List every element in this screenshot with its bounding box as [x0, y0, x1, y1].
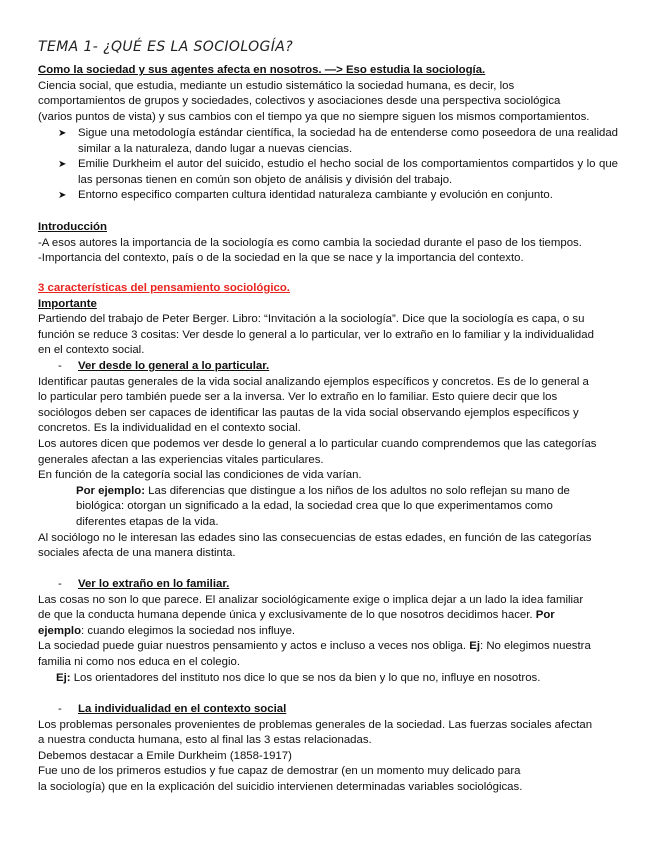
general-example-line: Por ejemplo: Las diferencias que distingue a los niños de los adultos no solo reflejan su mano de: [76, 484, 570, 497]
introduccion-heading: Introducción: [38, 221, 107, 233]
extrano-line: Las cosas no son lo que parece. El analizar sociológicamente exige o implica dejar a un lado la idea familiar: [38, 593, 584, 606]
caracteristicas-line: función se reduce 3 cositas: Ver desde lo general a lo particular, ver lo extraño en lo familiar y la individualidad: [38, 328, 594, 341]
individualidad-section: [38, 702, 618, 796]
intro-section: [38, 63, 618, 125]
introduccion-line: -A esos autores la importancia de la sociología es como cambia la sociedad durante el paso de los tiempos.: [38, 236, 582, 249]
caracteristicas-line: Partiendo del trabajo de Peter Berger. Libro: “Invitación a la sociología”. Dice que la sociología es capa, o su: [38, 313, 585, 326]
general-line: lo particular pero también puede ser a la inversa. Ver lo extraño en lo familiar. Esto quiere decir que los: [38, 391, 558, 404]
importante-label: Importante: [38, 297, 97, 310]
general-line: sociólogos deben ser capaces de identificar las pautas de la vida social observando ejemplos específicos y: [38, 406, 579, 419]
caracteristicas-section: [38, 281, 618, 359]
individualidad-line: a nuestra conducta humana, esto al final las 3 estas relacionadas.: [38, 734, 372, 747]
extrano-line: familia ni como nos educa en el colegio.: [38, 655, 240, 668]
dash-bullet: -: [58, 360, 62, 372]
individualidad-line: la sociología) que en la explicación del suicidio intervienen determinadas variables sociológicas.: [38, 780, 523, 793]
individualidad-line: Los problemas personales provenientes de problemas generales de la sociedad. Las fuerzas sociales afectan: [38, 718, 593, 731]
individualidad-line: Fue uno de los primeros estudios y fue capaz de demostrar (en un momento muy delicado para: [38, 765, 521, 778]
page-title: TEMA 1- ¿QUÉ ES LA SOCIOLOGÍA?: [38, 39, 294, 55]
bullet-item: ➤ Emilie Durkheim el autor del suicido, estudio el hecho social de los comportamientos compartidos y lo que las personas tienen en común son objeto de análisis y división del trabajo.: [58, 158, 618, 186]
general-line: Identificar pautas generales de la vida social analizando ejemplos específicos y concretos. Es de lo general a: [38, 375, 589, 388]
extrano-line: ejemplo: cuando elegimos la sociedad nos influye.: [38, 624, 296, 637]
example-label: Por ejemplo:: [76, 484, 145, 497]
introduccion-line: -Importancia del contexto, país o de la sociedad en la que se nace y la importancia del contexto.: [38, 252, 524, 265]
arrow-bullet-icon: ➤: [58, 190, 67, 202]
general-line: concretos. Es la individualidad en el contexto social.: [38, 422, 301, 435]
bullet-item: ➤ Sigue una metodología estándar científica, la sociedad ha de entenderse como poseedora de una realidad similar a la naturaleza, dando lugar a nuevas ciencias.: [58, 127, 618, 155]
general-line: Los autores dicen que podemos ver desde lo general a lo particular cuando comprendemos que las categorías: [38, 437, 597, 450]
introduccion-section: [38, 220, 618, 267]
bullet-item: ➤ Entorno especifico comparten cultura identidad naturaleza cambiante y evolución en conjunto.: [58, 188, 618, 204]
intro-line: (varios puntos de vista) y sus cambios con el tiempo ya que no siempre siguen los mismos comportamientos.: [38, 110, 590, 123]
general-heading-row: [38, 359, 618, 375]
general-heading: Ver desde lo general a lo particular.: [78, 360, 270, 372]
arrow-bullet-icon: ➤: [58, 159, 67, 171]
extrano-heading: Ver lo extraño en lo familiar.: [78, 578, 230, 590]
individualidad-line: Debemos destacar a Emile Durkheim (1858-1917): [38, 749, 292, 762]
general-line: En función de la categoría social las condiciones de vida varían.: [38, 469, 362, 482]
individualidad-heading: La individualidad en el contexto social: [78, 703, 287, 715]
extrano-line: de que la conducta humana depende única y exclusivamente de lo que nosotros decidimos hacer. Por: [38, 609, 555, 622]
arrow-bullet-icon: ➤: [58, 128, 67, 139]
intro-heading: Como la sociedad y sus agentes afecta en nosotros. —> Eso estudia la sociología.: [38, 64, 486, 76]
extrano-section: [38, 577, 618, 686]
dash-bullet: -: [58, 578, 62, 590]
extrano-example-line: Ej: Los orientadores del instituto nos dice lo que se nos da bien y lo que no, influye en nosotros.: [56, 671, 541, 684]
general-after-line: Al sociólogo no le interesan las edades sino las consecuencias de estas edades, en función de las categorías: [38, 531, 592, 544]
intro-bullet-list: [58, 126, 618, 204]
general-example-line: biológica: otorgan un significado a la edad, la sociedad crea que lo que experimentamos como: [76, 500, 553, 513]
dash-bullet: -: [58, 703, 62, 715]
caracteristicas-heading: 3 características del pensamiento sociológico.: [38, 282, 290, 294]
caracteristicas-line: en el contexto social.: [38, 344, 145, 357]
intro-line: comportamientos de grupos y sociedades, colectivos y asociaciones desde una perspectiva sociológica: [38, 95, 561, 108]
individualidad-heading-row: [38, 702, 618, 718]
extrano-heading-row: [38, 577, 618, 593]
extrano-line: La sociedad puede guiar nuestros pensamiento y actos e incluso a veces nos obliga. Ej: No elegimos nuestra: [38, 640, 591, 653]
general-after-line: sociales afecta de una manera distinta.: [38, 547, 236, 560]
general-line: generales afectan a las experiencias vitales particulares.: [38, 453, 324, 466]
general-example-line: diferentes etapas de la vida.: [76, 515, 219, 528]
general-section: [38, 359, 618, 562]
intro-line: Ciencia social, que estudia, mediante un estudio sistemático la sociedad humana, es decir, los: [38, 79, 515, 92]
ej-label: Ej:: [56, 671, 71, 684]
